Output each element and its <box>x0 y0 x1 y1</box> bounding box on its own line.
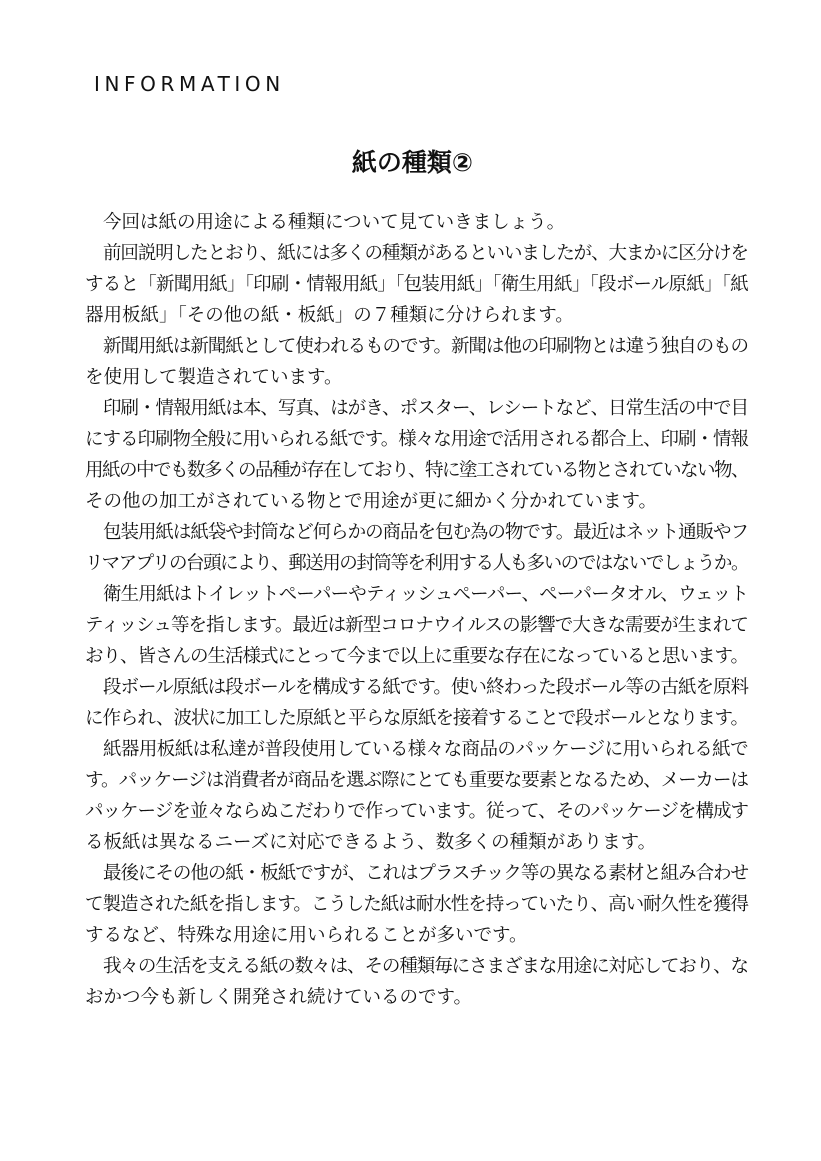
section-header-label: INFORMATION <box>94 72 285 96</box>
paragraph-line: 衛生用紙はトイレットペーパーやティッシュペーパー、ペーパータオル、ウェット <box>103 584 748 605</box>
paragraph-line: おかつ今も新しく開発され続けているのです。 <box>85 987 473 1008</box>
paragraph-line: す。パッケージは消費者が商品を選ぶ際にとても重要な要素となるため、メーカーは <box>85 770 748 791</box>
paragraph-line: リマアプリの台頭により、郵送用の封筒等を利用する人も多いのではないでしょうか。 <box>85 553 748 574</box>
paragraph-line: を使用して製造されています。 <box>85 367 343 388</box>
paragraph-line: 我々の生活を支える紙の数々は、その種類毎にさまざまな用途に対応しており、な <box>103 956 748 977</box>
paragraph-line: に作られ、波状に加工した原紙と平らな原紙を接着することで段ボールとなります。 <box>85 708 748 729</box>
paragraph-line: 印刷・情報用紙は本、写真、はがき、ポスター、レシートなど、日常生活の中で目 <box>103 398 748 419</box>
paragraph-line: 紙器用板紙は私達が普段使用している様々な商品のパッケージに用いられる紙で <box>103 739 748 760</box>
document-title: 紙の種類② <box>351 148 474 177</box>
paragraph <box>85 517 748 579</box>
paragraph-line: 新聞用紙は新聞紙として使われるものです。新聞は他の印刷物とは違う独自のもの <box>103 336 748 357</box>
paragraph-line: にする印刷物全般に用いられる紙です。様々な用途で活用される都合上、印刷・情報 <box>85 429 748 450</box>
paragraph <box>85 734 748 858</box>
paragraph-line: すると「新聞用紙」「印刷・情報用紙」「包装用紙」「衛生用紙」「段ボール原紙」「紙 <box>85 274 748 295</box>
paragraph-line: 今回は紙の用途による種類について見ていきましょう。 <box>103 212 566 233</box>
paragraph-line: る板紙は異なるニーズに対応できるよう、数多くの種類があります。 <box>85 832 657 853</box>
paragraph-line: 前回説明したとおり、紙には多くの種類があるといいましたが、大まかに区分けを <box>103 243 748 264</box>
paragraph <box>85 579 748 672</box>
paragraph-line: その他の加工がされている物とで用途が更に細かく分かれています。 <box>85 491 658 512</box>
paragraph <box>85 672 748 734</box>
paragraph-line: 用紙の中でも数多くの品種が存在しており、特に塗工されている物とされていない物、 <box>85 460 748 481</box>
paragraph <box>85 238 748 331</box>
paragraph <box>85 207 748 238</box>
paragraph <box>85 331 748 393</box>
paragraph-line: 最後にその他の紙・板紙ですが、これはプラスチック等の異なる素材と組み合わせ <box>103 863 748 884</box>
paragraph-line: するなど、特殊な用途に用いられることが多いです。 <box>85 925 528 946</box>
paragraph-line: 器用板紙」「その他の紙・板紙」の７種類に分けられます。 <box>85 305 574 326</box>
article-body <box>85 207 748 1013</box>
paragraph-line: おり、皆さんの生活様式にとって今まで以上に重要な存在になっていると思います。 <box>85 646 748 667</box>
paragraph-line: パッケージを並々ならぬこだわりで作っています。従って、そのパッケージを構成す <box>85 801 748 822</box>
paragraph <box>85 393 748 517</box>
paragraph <box>85 951 748 1013</box>
paragraph <box>85 858 748 951</box>
paragraph-line: 段ボール原紙は段ボールを構成する紙です。使い終わった段ボール等の古紙を原料 <box>103 677 748 698</box>
paragraph-line: 包装用紙は紙袋や封筒など何らかの商品を包む為の物です。最近はネット通販やフ <box>103 522 748 543</box>
paragraph-line: ティッシュ等を指します。最近は新型コロナウイルスの影響で大きな需要が生まれて <box>85 615 748 636</box>
paragraph-line: て製造された紙を指します。こうした紙は耐水性を持っていたり、高い耐久性を獲得 <box>85 894 748 915</box>
